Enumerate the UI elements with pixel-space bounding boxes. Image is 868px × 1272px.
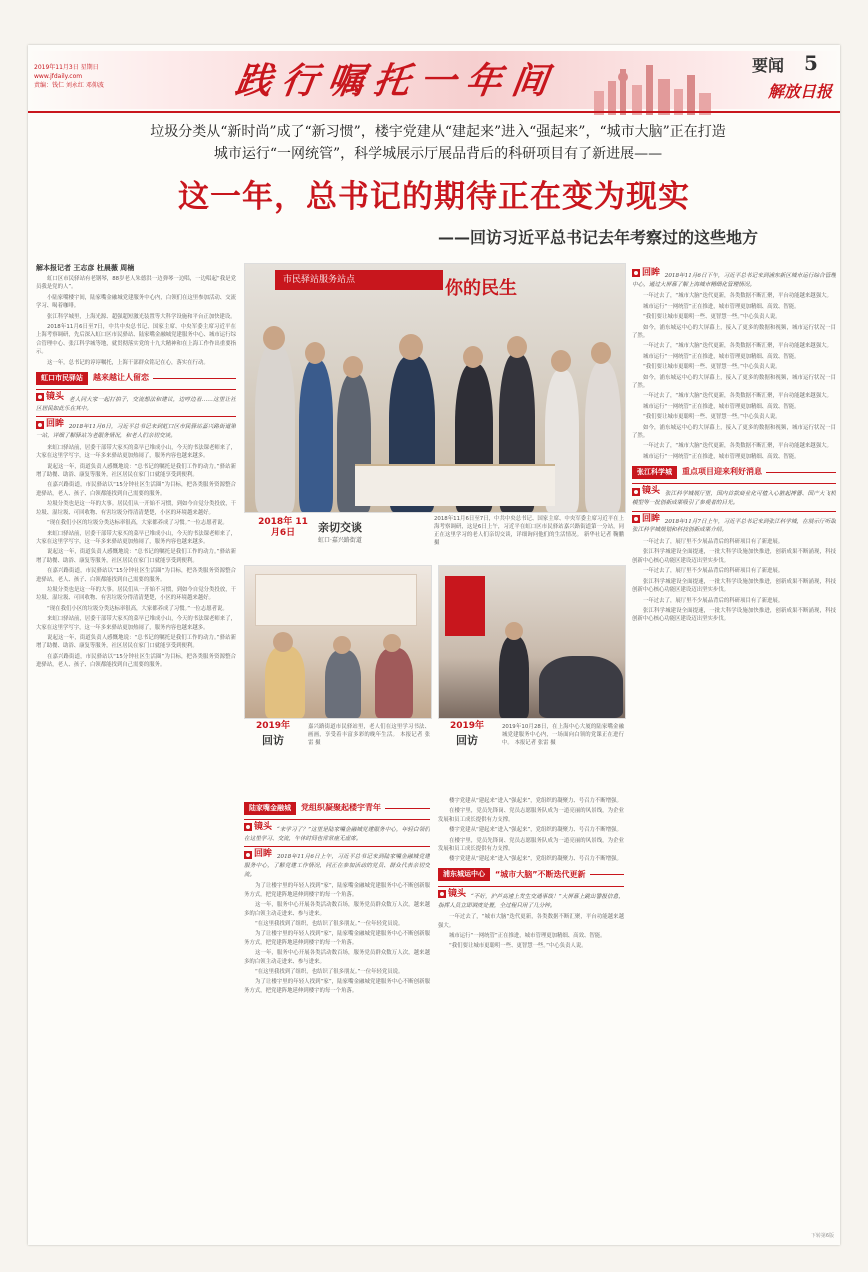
section-name: 要闻 <box>752 56 785 75</box>
intro-paragraph: 虹口区市民驿站有老钢琴，88岁老人朱德洪一边弹琴一边唱，一边唱起“我是党员我是党的人”。 <box>36 276 236 291</box>
masthead <box>28 45 840 111</box>
body-paragraph: 一年过去了，“城市大脑”迭代更新，各类数据不断汇聚，平台功能越来越强大。 <box>438 914 624 929</box>
body-paragraph: 说起这一年，街道负责人感慨地说：“总书记的嘱托是我们工作的动力。”驿站新增了助餐、助浴、康复等服务，社区居民在家门口就能享受到便利。 <box>36 634 236 650</box>
body-paragraph: 如今，浦东城运中心的大屏幕上，接入了更多的数据和视频，城市运行状况一目了然。 <box>632 424 836 440</box>
photo-revisit-right-caption-text: 2019年10月28日，在上海中心大厦的陆家嘴金融城党建服务中心内，一场面向白领的党课正在进行中。 <box>502 724 624 746</box>
callout-review <box>36 416 236 440</box>
lens-text: 张江科学城展厅里，国内首款商业化可植入心脏起搏器、国产大飞机模型等一批创新成果吸引了参观者的目光。 <box>632 491 836 507</box>
lens-label: 镜头 <box>448 888 467 899</box>
red-backdrop <box>445 576 485 636</box>
intro-paragraph: 张江科学城里，上海光源、超强超短激光装置等大科学设施和平台正加快建设。 <box>47 313 236 320</box>
photo-revisit-right-caption <box>502 723 624 747</box>
body-paragraph: “现在我们小区的垃圾分类达标率很高，大家都养成了习惯。”一位志愿者说。 <box>47 605 228 612</box>
intro-paragraph: 2018年11月6日至7日，中共中央总书记、国家主席、中央军委主席习近平在上海考察调研，先后深入虹口区市民驿站、陆家嘴金融城党建服务中心、城市运行综合管理中心、张江科学城等地，就贯彻落实党的十九大精神和在上海工作作出重要指示。 <box>36 324 236 356</box>
person-figure <box>325 650 361 718</box>
body-paragraph: 说起这一年，街道负责人感慨地说：“总书记的嘱托是我们工作的动力。”驿站新增了助餐、助浴、康复等服务，社区居民在家门口就能享受到便利。 <box>36 463 236 479</box>
body-paragraph: 如今，浦东城运中心的大屏幕上，接入了更多的数据和视频，城市运行状况一目了然。 <box>632 374 836 390</box>
body-paragraph: 楼宇党建从“建起来”进入“强起来”，党组织的凝聚力、号召力不断增强。 <box>449 827 622 834</box>
person-head <box>263 326 285 350</box>
person-figure <box>299 360 333 512</box>
byline: 解本报记者 王志彦 杜晨薇 周楠 <box>36 264 135 272</box>
section-title: “城市大脑”不断迭代更新 <box>495 869 586 879</box>
body-paragraph: 如今，浦东城运中心的大屏幕上，接入了更多的数据和视频，城市运行状况一目了然。 <box>632 324 836 340</box>
body-paragraph: 楼宇党建从“建起来”进入“强起来”，党组织的凝聚力、号召力不断增强。 <box>449 856 622 863</box>
body-paragraph: 城市运行“一网统管”正在推进，城市管理更加精细、高效、智能。 <box>449 933 606 940</box>
masthead-meta <box>34 63 154 90</box>
lens-tag <box>632 487 660 495</box>
body-paragraph: “我们要让城市更聪明一些、更智慧一些。”中心负责人说。 <box>643 414 781 421</box>
lens-text: “来学习了？”这里是陆家嘴金融城党建服务中心，年轻白领们在这里学习、交流，午休时间也常常座无虚席。 <box>244 827 430 842</box>
person-head <box>383 634 401 652</box>
body-paragraph: 这一年，服务中心开展各类活动数百场，服务党员群众数万人次，越来越多的白领主动走进来、参与进来。 <box>244 950 430 965</box>
review-text: 2018年11月6日，习近平总书记来到虹口区市民驿站嘉兴路街道第一站，详细了解驿站为老服务情况，和老人们亲切交谈。 <box>36 424 236 440</box>
photo-revisit-right-date: 2019年 <box>449 721 485 731</box>
section-rule <box>590 874 624 875</box>
camera-icon <box>244 823 252 831</box>
callout-lens <box>438 886 624 910</box>
photo-revisit-right-stamp <box>438 721 496 748</box>
column-title: 践行嘱托一年间 <box>232 60 561 102</box>
review-text: 2018年11月6日下午，习近平总书记来到浦东新区城市运行综合管理中心，通过大屏幕了解上海城市精细化管理情况。 <box>632 273 836 288</box>
body-paragraph: 城市运行“一网统管”正在推进，城市管理更加精细、高效、智能。 <box>643 303 800 310</box>
body-paragraph: 为了让楼宇里的年轻人找到“家”，陆家嘴金融城党建服务中心不断创新服务方式，把党建阵地延伸到楼宇的每一个角落。 <box>244 931 430 946</box>
photo-main-credit: 新华社记者 鞠鹏 摄 <box>434 532 624 546</box>
body-paragraph: 在嘉兴路街道，市民驿站以“15分钟社区生活圈”为目标，把各类服务资源整合进驿站，老人、孩子、白领都能找到自己需要的服务。 <box>36 653 236 669</box>
issue-date: 2019年11月3日 星期日 <box>34 64 99 71</box>
section-rule <box>766 472 836 473</box>
person-figure <box>255 344 295 512</box>
editors: 责编：钱仁 刘永红 邓仰波 <box>34 82 104 89</box>
body-paragraph: 来虹口驿站前，居委干部带大家买的菜早已堆成小山，今天的书法课老师来了，大家在这里学写字，这一年多来驿站更加热闹了，服务内容也越来越多。 <box>36 444 236 460</box>
review-tag <box>36 420 64 428</box>
section-label-lujiazui <box>244 801 430 815</box>
table <box>355 464 555 506</box>
photo-main-caption-text: 2018年11月6日至7日，中共中央总书记、国家主席、中央军委主席习近平在上海考察调研，这是6日上午，习近平在虹口区市民驿站嘉兴路街道第一分站，同正在这里学习的老人们亲切交谈，详细询问他们的生活情况。 <box>434 516 624 538</box>
body-paragraph: “我们要让城市更聪明一些、更智慧一些。”中心负责人说。 <box>643 364 781 371</box>
column-center-left <box>244 797 430 1233</box>
body-paragraph: 这一年，服务中心开展各类活动数百场，服务党员群众数万人次，越来越多的白领主动走进来、参与进来。 <box>244 902 430 917</box>
callout-lens <box>244 819 430 843</box>
person-head <box>507 336 527 358</box>
body-paragraph: 为了让楼宇里的年轻人找到“家”，陆家嘴金融城党建服务中心不断创新服务方式，把党建阵地延伸到楼宇的每一个角落。 <box>244 979 430 994</box>
review-text: 2018年11月7日上午，习近平总书记来到张江科学城，在展示厅听取张江科学城规划和科技创新成果介绍。 <box>632 518 836 534</box>
main-headline: 这一年，总书记的期待正在变为现实 <box>178 179 690 215</box>
photo-main-date: 2018年 11月6日 <box>258 517 308 538</box>
body-paragraph: “在这里我找到了组织，也结识了很多朋友。”一位年轻党员说。 <box>255 921 404 927</box>
person-head <box>505 622 523 640</box>
person-figure <box>585 362 621 512</box>
photo-revisit-left-label: 回访 <box>262 734 284 747</box>
photo-revisit-right <box>438 565 626 719</box>
camera-icon <box>36 393 44 401</box>
review-tag <box>632 515 660 523</box>
body-paragraph: “我们要让城市更聪明一些、更智慧一些。”中心负责人说。 <box>643 314 781 321</box>
lens-label: 镜头 <box>46 392 65 403</box>
body-paragraph: 一年过去了，“城市大脑”迭代更新，各类数据不断汇聚，平台功能越来越强大。 <box>643 343 832 350</box>
lens-label: 镜头 <box>254 822 273 832</box>
body-paragraph: 楼宇党建从“建起来”进入“强起来”，党组织的凝聚力、号召力不断增强。 <box>449 798 622 804</box>
body-paragraph: 张江科学城建设全面提速，一批大科学设施加快推进，创新成果不断涌现，科技创新中心核心功能区建设迈出坚实步伐。 <box>632 578 836 594</box>
review-label: 回眸 <box>46 419 65 430</box>
person-head <box>399 334 423 360</box>
eye-icon <box>244 851 252 859</box>
body-paragraph: “我们要让城市更聪明一些、更智慧一些。”中心负责人说。 <box>449 943 587 950</box>
review-tag <box>244 850 272 858</box>
lens-text: “不好，沪芦高速上发生交通事故！”大屏幕上跳出警报信息，指挥人员立即调度处置，全过程只用了几分钟。 <box>438 894 624 909</box>
body-paragraph: 垃圾分类也是这一年的大事。居民们从一开始不习惯，到如今自觉分类投放，干垃圾、湿垃圾、可回收物、有害垃圾分得清清楚楚，小区的环境越来越好。 <box>36 586 236 602</box>
section-label-hongkou <box>36 371 236 385</box>
photo-main-caption <box>434 515 624 547</box>
body-paragraph: 来虹口驿站前，居委干部带大家买的菜早已堆成小山，今天的书法课老师来了，大家在这里学写字，这一年多来驿站更加热闹了，服务内容也越来越多。 <box>36 530 236 545</box>
callout-review <box>632 266 836 289</box>
photo-revisit-right-credit: 本报记者 张雷 摄 <box>514 740 556 746</box>
intro-paragraph: 小陆家嘴楼宇间，陆家嘴金融城党建服务中心内，白领们在这里参加活动、交流学习、喝着咖啡。 <box>36 294 236 310</box>
photo-block <box>244 263 624 793</box>
photo-revisit-left-stamp <box>244 721 302 748</box>
body-paragraph: 一年过去了，“城市大脑”迭代更新，各类数据不断汇聚，平台功能越来越强大。 <box>643 293 832 300</box>
review-label: 回眸 <box>642 513 661 524</box>
column-right <box>632 263 836 1233</box>
site-url: www.jfdaily.com <box>34 73 83 80</box>
callout-review <box>244 846 430 879</box>
person-head <box>463 346 483 368</box>
person-figure <box>375 648 413 718</box>
person-figure <box>265 646 305 718</box>
body-paragraph: 城市运行“一网统管”正在推进，城市管理更加精细、高效、智能。 <box>643 403 800 410</box>
person-head <box>551 350 571 372</box>
section-title: 越来越让人留恋 <box>93 372 149 382</box>
eye-icon <box>632 515 640 523</box>
body-paragraph: 说起这一年，街道负责人感慨地说：“总书记的嘱托是我们工作的动力。”驿站新增了助餐、助浴、康复等服务，社区居民在家门口就能享受到便利。 <box>36 549 236 564</box>
body-paragraph: 张江科学城建设全面提速，一批大科学设施加快推进，创新成果不断涌现，科技创新中心核心功能区建设迈出坚实步伐。 <box>632 607 836 623</box>
photo-revisit-left <box>244 565 432 719</box>
body-paragraph: 一年过去了，展厅里不少展品背后的科研项目有了新进展。 <box>643 568 784 575</box>
review-text: 2018年11月6日上午，习近平总书记来到陆家嘴金融城党建服务中心，了解党建工作情况，同正在参加活动的党员、群众代表亲切交流。 <box>244 854 430 878</box>
photo-revisit-left-caption-text: 嘉兴路街道市民驿站里，老人们在这里学习书法、画画，享受着丰富多彩的晚年生活。 <box>308 724 430 738</box>
photo-main-stamp <box>254 517 312 539</box>
deck-text: 垃圾分类从“新时尚”成了“新习惯”，楼宇党建从“建起来”进入“强起来”，“城市大脑”正在打造城市运行“一网统管”，科学城展示厅展品背后的科研项目有了新进展—— <box>150 124 726 162</box>
camera-icon <box>438 890 446 898</box>
section-rule <box>385 808 430 809</box>
sub-headline: ——回访习近平总书记去年考察过的这些地方 <box>437 228 758 247</box>
lens-label: 镜头 <box>642 486 661 497</box>
callout-lens <box>632 483 836 507</box>
body-paragraph: 在嘉兴路街道，市民驿站以“15分钟社区生活圈”为目标，把各类服务资源整合进驿站，老人、孩子、白领都能找到自己需要的服务。 <box>36 568 236 583</box>
body-paragraph: 一年过去了，展厅里不少展品背后的科研项目有了新进展。 <box>643 597 784 604</box>
section-tag: 张江科学城 <box>632 466 677 479</box>
person-head <box>273 632 293 652</box>
lens-tag <box>36 393 64 401</box>
photo-main <box>244 263 626 513</box>
banner-sign: 市民驿站服务站点 <box>275 270 443 290</box>
body-paragraph: 一年过去了，展厅里不少展品背后的科研项目有了新进展。 <box>643 539 784 546</box>
person-head <box>343 356 363 378</box>
section-tag: 陆家嘴金融城 <box>244 802 296 815</box>
skyline-icon <box>588 61 718 115</box>
body-paragraph: 在楼宇里，党员先锋岗、党员志愿服务队成为一道亮丽的风景线，为企业发展和员工成长提供有力支撑。 <box>438 837 624 853</box>
body-paragraph: “现在我们小区的垃圾分类达标率很高，大家都养成了习惯。”一位志愿者说。 <box>47 520 228 527</box>
lens-tag <box>438 890 466 898</box>
page-number: 5 <box>804 51 818 75</box>
person-figure <box>499 636 529 718</box>
body-paragraph: 张江科学城建设全面提速，一批大科学设施加快推进，创新成果不断涌现，科技创新中心核心功能区建设迈出坚实步伐。 <box>632 549 836 564</box>
wall-art <box>255 574 417 626</box>
callout-review <box>632 511 836 535</box>
eye-icon <box>632 269 640 277</box>
wall-lettering: 你的民生 <box>445 278 517 299</box>
review-label: 回眸 <box>642 268 661 278</box>
section-rule <box>153 378 236 379</box>
review-tag <box>632 269 660 277</box>
newspaper-page <box>28 45 840 1245</box>
photo-revisit-left-credit: 本报记者 张雷 摄 <box>308 732 430 746</box>
body-paragraph: 城市运行“一网统管”正在推进，城市管理更加精细、高效、智能。 <box>643 453 800 460</box>
section-tag: 浦东城运中心 <box>438 868 490 881</box>
column-left <box>36 263 236 1233</box>
continued-note: 下转第6版 <box>810 1233 834 1239</box>
section-title: 重点项目迎来利好消息 <box>682 467 762 477</box>
body-paragraph: 垃圾分类也是这一年的大事。居民们从一开始不习惯，到如今自觉分类投放，干垃圾、湿垃圾、可回收物、有害垃圾分得清清楚楚，小区的环境越来越好。 <box>36 501 236 516</box>
section-label-pudong <box>438 868 624 882</box>
body-paragraph: “在这里我找到了组织，也结识了很多朋友。”一位年轻党员说。 <box>255 969 404 976</box>
photo-revisit-left-caption <box>308 723 430 747</box>
body-paragraph: 在嘉兴路街道，市民驿站以“15分钟社区生活圈”为目标，把各类服务资源整合进驿站，老人、孩子、白领都能找到自己需要的服务。 <box>36 482 236 497</box>
callout-lens <box>36 389 236 413</box>
photo-main-caption-location: 虹口·嘉兴路街道 <box>318 537 362 544</box>
eye-icon <box>36 421 44 429</box>
photo-revisit-right-label: 回访 <box>456 734 478 747</box>
person-head <box>591 342 611 364</box>
body-paragraph: 一年过去了，“城市大脑”迭代更新，各类数据不断汇聚，平台功能越来越强大。 <box>643 393 832 400</box>
intro-paragraph: 这一年，总书记的谆谆嘱托，上海干部群众铭记在心，落实在行动。 <box>47 359 209 366</box>
camera-icon <box>632 488 640 496</box>
body-paragraph: 为了让楼宇里的年轻人找到“家”，陆家嘴金融城党建服务中心不断创新服务方式，把党建阵地延伸到楼宇的每一个角落。 <box>244 883 430 898</box>
review-label: 回眸 <box>254 849 273 860</box>
body-paragraph: 城市运行“一网统管”正在推进，城市管理更加精细、高效、智能。 <box>643 353 800 360</box>
person-head <box>305 342 325 364</box>
person-head <box>333 636 351 654</box>
masthead-rule <box>28 111 840 113</box>
section-tag: 虹口市民驿站 <box>36 372 88 385</box>
photo-main-caption-title-block <box>318 519 428 544</box>
lens-tag <box>244 823 272 831</box>
lens-text: 老人同大家一起打拍子，交流想法和建议，边哼边看……这里让社区居民如此乐在其中。 <box>36 397 236 412</box>
audience <box>539 656 623 718</box>
body-paragraph: 一年过去了，“城市大脑”迭代更新，各类数据不断汇聚，平台功能越来越强大。 <box>643 443 832 450</box>
section-label-zhangjiang <box>632 465 836 479</box>
photo-revisit-left-date: 2019年 <box>255 721 291 731</box>
newspaper-logo: 解放日报 <box>768 82 833 101</box>
section-title: 党组织凝聚起楼宇青年 <box>301 802 381 812</box>
body-paragraph: 来虹口驿站前，居委干部带大家买的菜早已堆成小山，今天的书法课老师来了，大家在这里学写字，这一年多来驿站更加热闹了，服务内容也越来越多。 <box>36 616 236 631</box>
photo-main-caption-title: 亲切交谈 <box>318 521 362 534</box>
body-paragraph: 在楼宇里，党员先锋岗、党员志愿服务队成为一道亮丽的风景线，为企业发展和员工成长提供有力支撑。 <box>438 808 624 823</box>
column-center-right <box>438 797 624 1233</box>
